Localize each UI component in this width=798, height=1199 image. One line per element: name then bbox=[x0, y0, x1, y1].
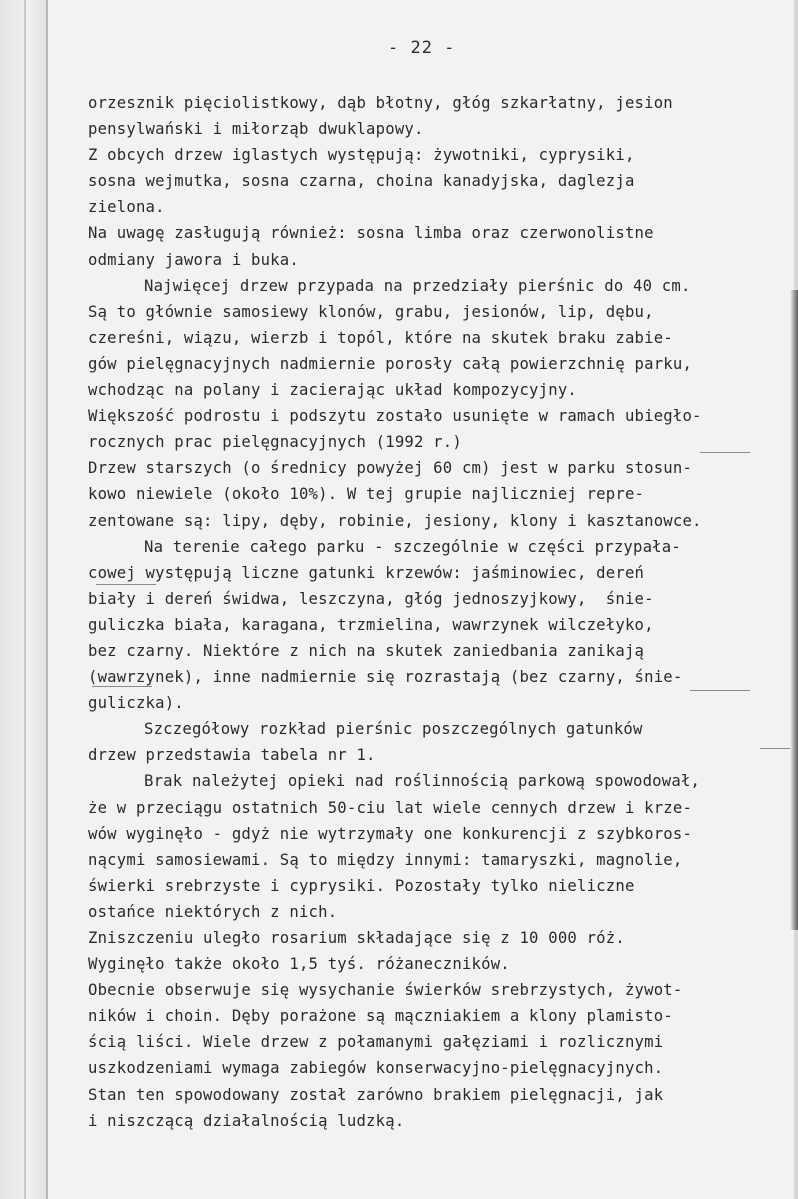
text-line: Zniszczeniu uległo rosarium składające się z 10 000 róż. bbox=[88, 929, 625, 947]
text-line: ników i choin. Dęby porażone są mączniakiem a klony plamisto- bbox=[88, 1007, 673, 1026]
text-line: zielona. bbox=[88, 198, 165, 217]
text-line: biały i dereń świdwa, leszczyna, głóg jednoszyjkowy, śnie- bbox=[88, 589, 654, 608]
text-line: Na uwagę zasługują również: sosna limba oraz czerwonolistne bbox=[88, 224, 654, 243]
binding-gutter bbox=[0, 0, 48, 1199]
text-line: ścią liści. Wiele drzew z połamanymi gałęziami i rozlicznymi bbox=[88, 1033, 664, 1052]
right-edge-shadow bbox=[790, 290, 798, 930]
text-line: uszkodzeniami wymaga zabiegów konserwacyjno-pielęgnacyjnych. bbox=[88, 1059, 664, 1078]
text-line: kowo niewiele (około 10%). W tej grupie najliczniej repre- bbox=[88, 485, 645, 504]
text-line: rocznych prac pielęgnacyjnych (1992 r.) bbox=[88, 433, 462, 452]
text-line: odmiany jawora i buka. bbox=[88, 250, 299, 269]
text-line: zentowane są: lipy, dęby, robinie, jesiony, klony i kasztanowce. bbox=[88, 511, 702, 530]
text-line: nącymi samosiewami. Są to między innymi: tamaryszki, magnolie, bbox=[88, 850, 683, 869]
text-line: Obecnie obserwuje się wysychanie świerków srebrzystych, żywot- bbox=[88, 981, 683, 1000]
text-line: świerki srebrzyste i cyprysiki. Pozostały tylko nieliczne bbox=[88, 876, 635, 895]
text-line: (wawrzynek), inne nadmiernie się rozrastają (bez czarny, śnie- bbox=[88, 668, 683, 687]
text-line: i niszczącą działalnością ludzką. bbox=[88, 1111, 405, 1130]
page-number: - 22 - bbox=[388, 38, 456, 58]
text-line: drzew przedstawia tabela nr 1. bbox=[88, 746, 376, 765]
text-line: Na terenie całego parku - szczególnie w części przypała- bbox=[144, 537, 681, 556]
text-line: orzesznik pięciolistkowy, dąb błotny, głóg szkarłatny, jesion bbox=[88, 94, 673, 112]
text-line: sosna wejmutka, sosna czarna, choina kanadyjska, daglezja bbox=[88, 172, 635, 191]
text-line: że w przeciągu ostatnich 50-ciu lat wiele cennych drzew i krze- bbox=[88, 798, 693, 817]
text-line: Z obcych drzew iglastych występują: żywotniki, cyprysiki, bbox=[88, 146, 635, 165]
text-line: Wyginęło także około 1,5 tyś. różaneczników. bbox=[88, 955, 510, 974]
text-line: gów pielęgnacyjnych nadmiernie porosły całą powierzchnię parku, bbox=[88, 354, 693, 373]
text-line: Większość podrostu i podszytu zostało usunięte w ramach ubiegło- bbox=[88, 407, 702, 426]
text-line: Są to głównie samosiewy klonów, grabu, jesionów, lip, dębu, bbox=[88, 302, 654, 321]
text-line: czereśni, wiązu, wierzb i topól, które na skutek braku zabie- bbox=[88, 328, 673, 347]
text-line: Stan ten spowodowany został zarówno brakiem pielęgnacji, jak bbox=[88, 1085, 664, 1104]
text-line: Drzew starszych (o średnicy powyżej 60 cm) jest w parku stosun- bbox=[88, 459, 693, 478]
text-line: wów wyginęło - gdyż nie wytrzymały one konkurencji z szybkoros- bbox=[88, 824, 693, 843]
text-line: ostańce niektórych z nich. bbox=[88, 902, 338, 921]
body-text bbox=[88, 90, 758, 1134]
scan-artifact-line bbox=[760, 748, 790, 749]
text-line: wchodząc na polany i zacierając układ kompozycyjny. bbox=[88, 381, 577, 400]
text-line: cowej występują liczne gatunki krzewów: jaśminowiec, dereń bbox=[88, 563, 645, 582]
text-line: guliczka biała, karagana, trzmielina, wawrzynek wilczełyko, bbox=[88, 615, 654, 634]
text-line: Najwięcej drzew przypada na przedziały pierśnic do 40 cm. bbox=[144, 276, 691, 295]
binding-line bbox=[24, 0, 26, 1199]
text-line: bez czarny. Niektóre z nich na skutek zaniedbania zanikają bbox=[88, 641, 645, 660]
text-line: Szczegółowy rozkład pierśnic poszczególnych gatunków bbox=[144, 720, 643, 739]
text-line: Brak należytej opieki nad roślinnością parkową spowodował, bbox=[144, 772, 701, 791]
text-line: guliczka). bbox=[88, 694, 184, 713]
text-line: pensylwański i miłorząb dwuklapowy. bbox=[88, 120, 424, 139]
